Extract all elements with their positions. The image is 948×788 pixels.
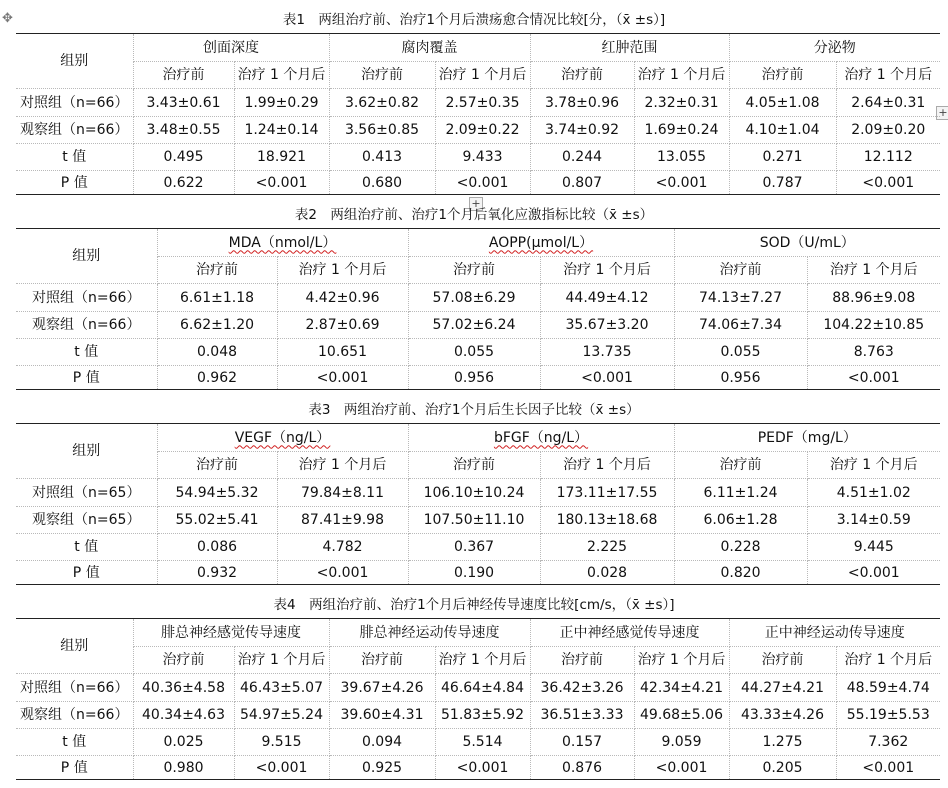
data-cell: 2.32±0.31 [634,89,729,117]
sub-header-before: 治疗前 [729,647,836,674]
data-cell: 0.925 [329,756,435,780]
indicator-header [157,229,408,257]
data-cell: 3.48±0.55 [133,117,234,144]
table-row [16,534,940,561]
sub-header-after: 治疗 1 个月后 [634,62,729,89]
data-cell: 0.271 [729,144,836,171]
sub-header-before: 治疗前 [729,62,836,89]
row-label: 对照组（n=66） [16,284,157,312]
row-label: P 值 [16,561,157,585]
data-cell: 13.735 [540,339,674,366]
data-cell: 46.64±4.84 [435,674,530,702]
indicator-header: 红肿范围 [530,34,729,62]
sub-header-after: 治疗 1 个月后 [234,647,329,674]
group-header: 组别 [16,229,157,284]
indicator-label: bFGF（ng/L） [493,429,589,446]
indicator-header: SOD（U/mL） [674,229,940,257]
data-cell: <0.001 [277,366,408,390]
indicator-header: 正中神经感觉传导速度 [530,619,729,647]
sub-header-before: 治疗前 [530,62,634,89]
data-cell: 74.13±7.27 [674,284,807,312]
table3-caption: 表3 两组治疗前、治疗1个月后生长因子比较（x̄ ±s） [308,402,640,418]
data-cell: <0.001 [836,756,940,780]
data-cell: 39.67±4.26 [329,674,435,702]
data-cell: 7.362 [836,729,940,756]
data-cell: 18.921 [234,144,329,171]
indicator-header [157,424,408,452]
data-cell: 0.205 [729,756,836,780]
data-cell: <0.001 [540,366,674,390]
indicator-header [408,424,674,452]
indicator-header: 正中神经运动传导速度 [729,619,940,647]
sub-header-before: 治疗前 [329,62,435,89]
data-cell: 3.78±0.96 [530,89,634,117]
row-label: 观察组（n=66） [16,312,157,339]
data-cell: 0.228 [674,534,807,561]
data-cell: 180.13±18.68 [540,507,674,534]
table2-caption: 表2 两组治疗前、治疗1个月后氧化应激指标比较（x̄ ±s） [294,207,654,223]
data-cell: 0.876 [530,756,634,780]
data-cell: 46.43±5.07 [234,674,329,702]
data-cell: <0.001 [634,171,729,195]
data-cell: 3.62±0.82 [329,89,435,117]
indicator-header: 创面深度 [133,34,329,62]
data-cell: 9.433 [435,144,530,171]
data-cell: 0.413 [329,144,435,171]
data-cell: 0.680 [329,171,435,195]
table-row [16,479,940,507]
data-cell: 0.956 [674,366,807,390]
indicator-header: 腓总神经运动传导速度 [329,619,530,647]
data-cell: 4.782 [277,534,408,561]
data-cell: 40.34±4.63 [133,702,234,729]
sub-header-after: 治疗 1 个月后 [634,647,729,674]
table-row [16,729,940,756]
table3 [16,423,940,585]
data-cell: 55.02±5.41 [157,507,277,534]
data-cell: 44.49±4.12 [540,284,674,312]
data-cell: 0.807 [530,171,634,195]
data-cell: 0.622 [133,171,234,195]
data-cell: 0.980 [133,756,234,780]
table-row [16,171,940,195]
table-row [16,284,940,312]
row-label: P 值 [16,756,133,780]
table-row [16,312,940,339]
data-cell: 0.157 [530,729,634,756]
sub-header-after: 治疗 1 个月后 [836,647,940,674]
data-cell: 0.055 [674,339,807,366]
data-cell: 36.51±3.33 [530,702,634,729]
data-cell: 3.43±0.61 [133,89,234,117]
data-cell: 42.34±4.21 [634,674,729,702]
table-row [16,674,940,702]
data-cell: <0.001 [807,366,940,390]
data-cell: 104.22±10.85 [807,312,940,339]
sub-header-before: 治疗前 [157,452,277,479]
data-cell: 106.10±10.24 [408,479,540,507]
data-cell: 0.244 [530,144,634,171]
data-cell: 54.97±5.24 [234,702,329,729]
data-cell: 57.08±6.29 [408,284,540,312]
data-cell: 54.94±5.32 [157,479,277,507]
data-cell: 48.59±4.74 [836,674,940,702]
table-row [16,561,940,585]
data-cell: 0.787 [729,171,836,195]
data-cell: 6.06±1.28 [674,507,807,534]
table-row [16,702,940,729]
indicator-header: PEDF（mg/L） [674,424,940,452]
sub-header-after: 治疗 1 个月后 [435,647,530,674]
data-cell: 6.61±1.18 [157,284,277,312]
row-label: t 值 [16,144,133,171]
sub-header-before: 治疗前 [674,452,807,479]
sub-header-before: 治疗前 [157,257,277,284]
data-cell: 0.190 [408,561,540,585]
data-cell: 5.514 [435,729,530,756]
indicator-header: 腐肉覆盖 [329,34,530,62]
data-cell: 0.028 [540,561,674,585]
row-label: 观察组（n=66） [16,117,133,144]
data-cell: 173.11±17.55 [540,479,674,507]
data-cell: 2.57±0.35 [435,89,530,117]
indicator-header [408,229,674,257]
data-cell: 4.51±1.02 [807,479,940,507]
data-cell: <0.001 [634,756,729,780]
data-cell: <0.001 [836,171,940,195]
data-cell: 6.11±1.24 [674,479,807,507]
sub-header-before: 治疗前 [329,647,435,674]
sub-header-before: 治疗前 [408,452,540,479]
group-header: 组别 [16,424,157,479]
data-cell: 49.68±5.06 [634,702,729,729]
row-label: 对照组（n=66） [16,89,133,117]
sub-header-after: 治疗 1 个月后 [435,62,530,89]
data-cell: 1.69±0.24 [634,117,729,144]
table-row [16,366,940,390]
data-cell: 57.02±6.24 [408,312,540,339]
data-cell: <0.001 [277,561,408,585]
data-cell: 4.10±1.04 [729,117,836,144]
data-cell: 12.112 [836,144,940,171]
data-cell: 8.763 [807,339,940,366]
row-label: 对照组（n=66） [16,674,133,702]
sub-header-after: 治疗 1 个月后 [807,257,940,284]
sub-header-before: 治疗前 [133,647,234,674]
data-cell: 6.62±1.20 [157,312,277,339]
data-cell: 74.06±7.34 [674,312,807,339]
sub-header-after: 治疗 1 个月后 [277,257,408,284]
data-cell: 0.094 [329,729,435,756]
row-label: P 值 [16,171,133,195]
data-cell: 0.055 [408,339,540,366]
data-cell: 10.651 [277,339,408,366]
add-column-icon[interactable]: + [936,106,948,120]
data-cell: 0.956 [408,366,540,390]
data-cell: 0.367 [408,534,540,561]
table-move-handle-icon[interactable]: ✥ [2,11,13,26]
data-cell: <0.001 [435,756,530,780]
data-cell: 2.225 [540,534,674,561]
indicator-header: 分泌物 [729,34,940,62]
data-cell: 9.059 [634,729,729,756]
data-cell: 35.67±3.20 [540,312,674,339]
table-row [16,89,940,117]
group-header: 组别 [16,619,133,674]
data-cell: 4.42±0.96 [277,284,408,312]
data-cell: 4.05±1.08 [729,89,836,117]
row-label: t 值 [16,534,157,561]
indicator-label: AOPP(μmol/L） [488,234,594,251]
data-cell: 36.42±3.26 [530,674,634,702]
row-label: 观察组（n=66） [16,702,133,729]
row-label: 对照组（n=65） [16,479,157,507]
data-cell: 87.41±9.98 [277,507,408,534]
data-cell: <0.001 [234,756,329,780]
data-cell: 1.24±0.14 [234,117,329,144]
data-cell: 107.50±11.10 [408,507,540,534]
sub-header-before: 治疗前 [133,62,234,89]
sub-header-after: 治疗 1 个月后 [234,62,329,89]
data-cell: <0.001 [807,561,940,585]
table-row [16,339,940,366]
row-label: t 值 [16,729,133,756]
sub-header-after: 治疗 1 个月后 [540,257,674,284]
table1-caption: 表1 两组治疗前、治疗1个月后溃疡愈合情况比较[分，（x̄ ±s）] [282,12,666,28]
data-cell: 0.086 [157,534,277,561]
data-cell: 51.83±5.92 [435,702,530,729]
table4 [16,618,940,780]
data-cell: 0.048 [157,339,277,366]
data-cell: 55.19±5.53 [836,702,940,729]
data-cell: 9.445 [807,534,940,561]
table-row [16,507,940,534]
sub-header-before: 治疗前 [530,647,634,674]
sub-header-after: 治疗 1 个月后 [277,452,408,479]
row-label: t 值 [16,339,157,366]
data-cell: 2.87±0.69 [277,312,408,339]
sub-header-after: 治疗 1 个月后 [540,452,674,479]
sub-header-before: 治疗前 [674,257,807,284]
data-cell: 3.14±0.59 [807,507,940,534]
data-cell: 88.96±9.08 [807,284,940,312]
data-cell: 0.025 [133,729,234,756]
data-cell: 43.33±4.26 [729,702,836,729]
table2 [16,228,940,390]
data-cell: 1.275 [729,729,836,756]
row-label: 观察组（n=65） [16,507,157,534]
data-cell: 44.27±4.21 [729,674,836,702]
data-cell: 1.99±0.29 [234,89,329,117]
insert-row-icon[interactable]: + [469,197,483,211]
group-header: 组别 [16,34,133,89]
data-cell: 3.56±0.85 [329,117,435,144]
indicator-label: MDA（nmol/L） [228,234,337,251]
data-cell: 0.820 [674,561,807,585]
data-cell: 2.09±0.20 [836,117,940,144]
sub-header-before: 治疗前 [408,257,540,284]
table-row [16,117,940,144]
data-cell: 0.495 [133,144,234,171]
indicator-header: 腓总神经感觉传导速度 [133,619,329,647]
data-cell: 3.74±0.92 [530,117,634,144]
data-cell: 0.932 [157,561,277,585]
data-cell: 79.84±8.11 [277,479,408,507]
data-cell: 13.055 [634,144,729,171]
data-cell: 0.962 [157,366,277,390]
data-cell: 40.36±4.58 [133,674,234,702]
table1 [16,33,940,195]
table-row [16,144,940,171]
data-cell: <0.001 [435,171,530,195]
sub-header-after: 治疗 1 个月后 [836,62,940,89]
table4-caption: 表4 两组治疗前、治疗1个月后神经传导速度比较[cm/s，（x̄ ±s）] [273,597,675,613]
data-cell: 2.09±0.22 [435,117,530,144]
data-cell: 9.515 [234,729,329,756]
data-cell: <0.001 [234,171,329,195]
table-row [16,756,940,780]
row-label: P 值 [16,366,157,390]
data-cell: 39.60±4.31 [329,702,435,729]
data-cell: 2.64±0.31 [836,89,940,117]
sub-header-after: 治疗 1 个月后 [807,452,940,479]
indicator-label: VEGF（ng/L） [234,429,331,446]
